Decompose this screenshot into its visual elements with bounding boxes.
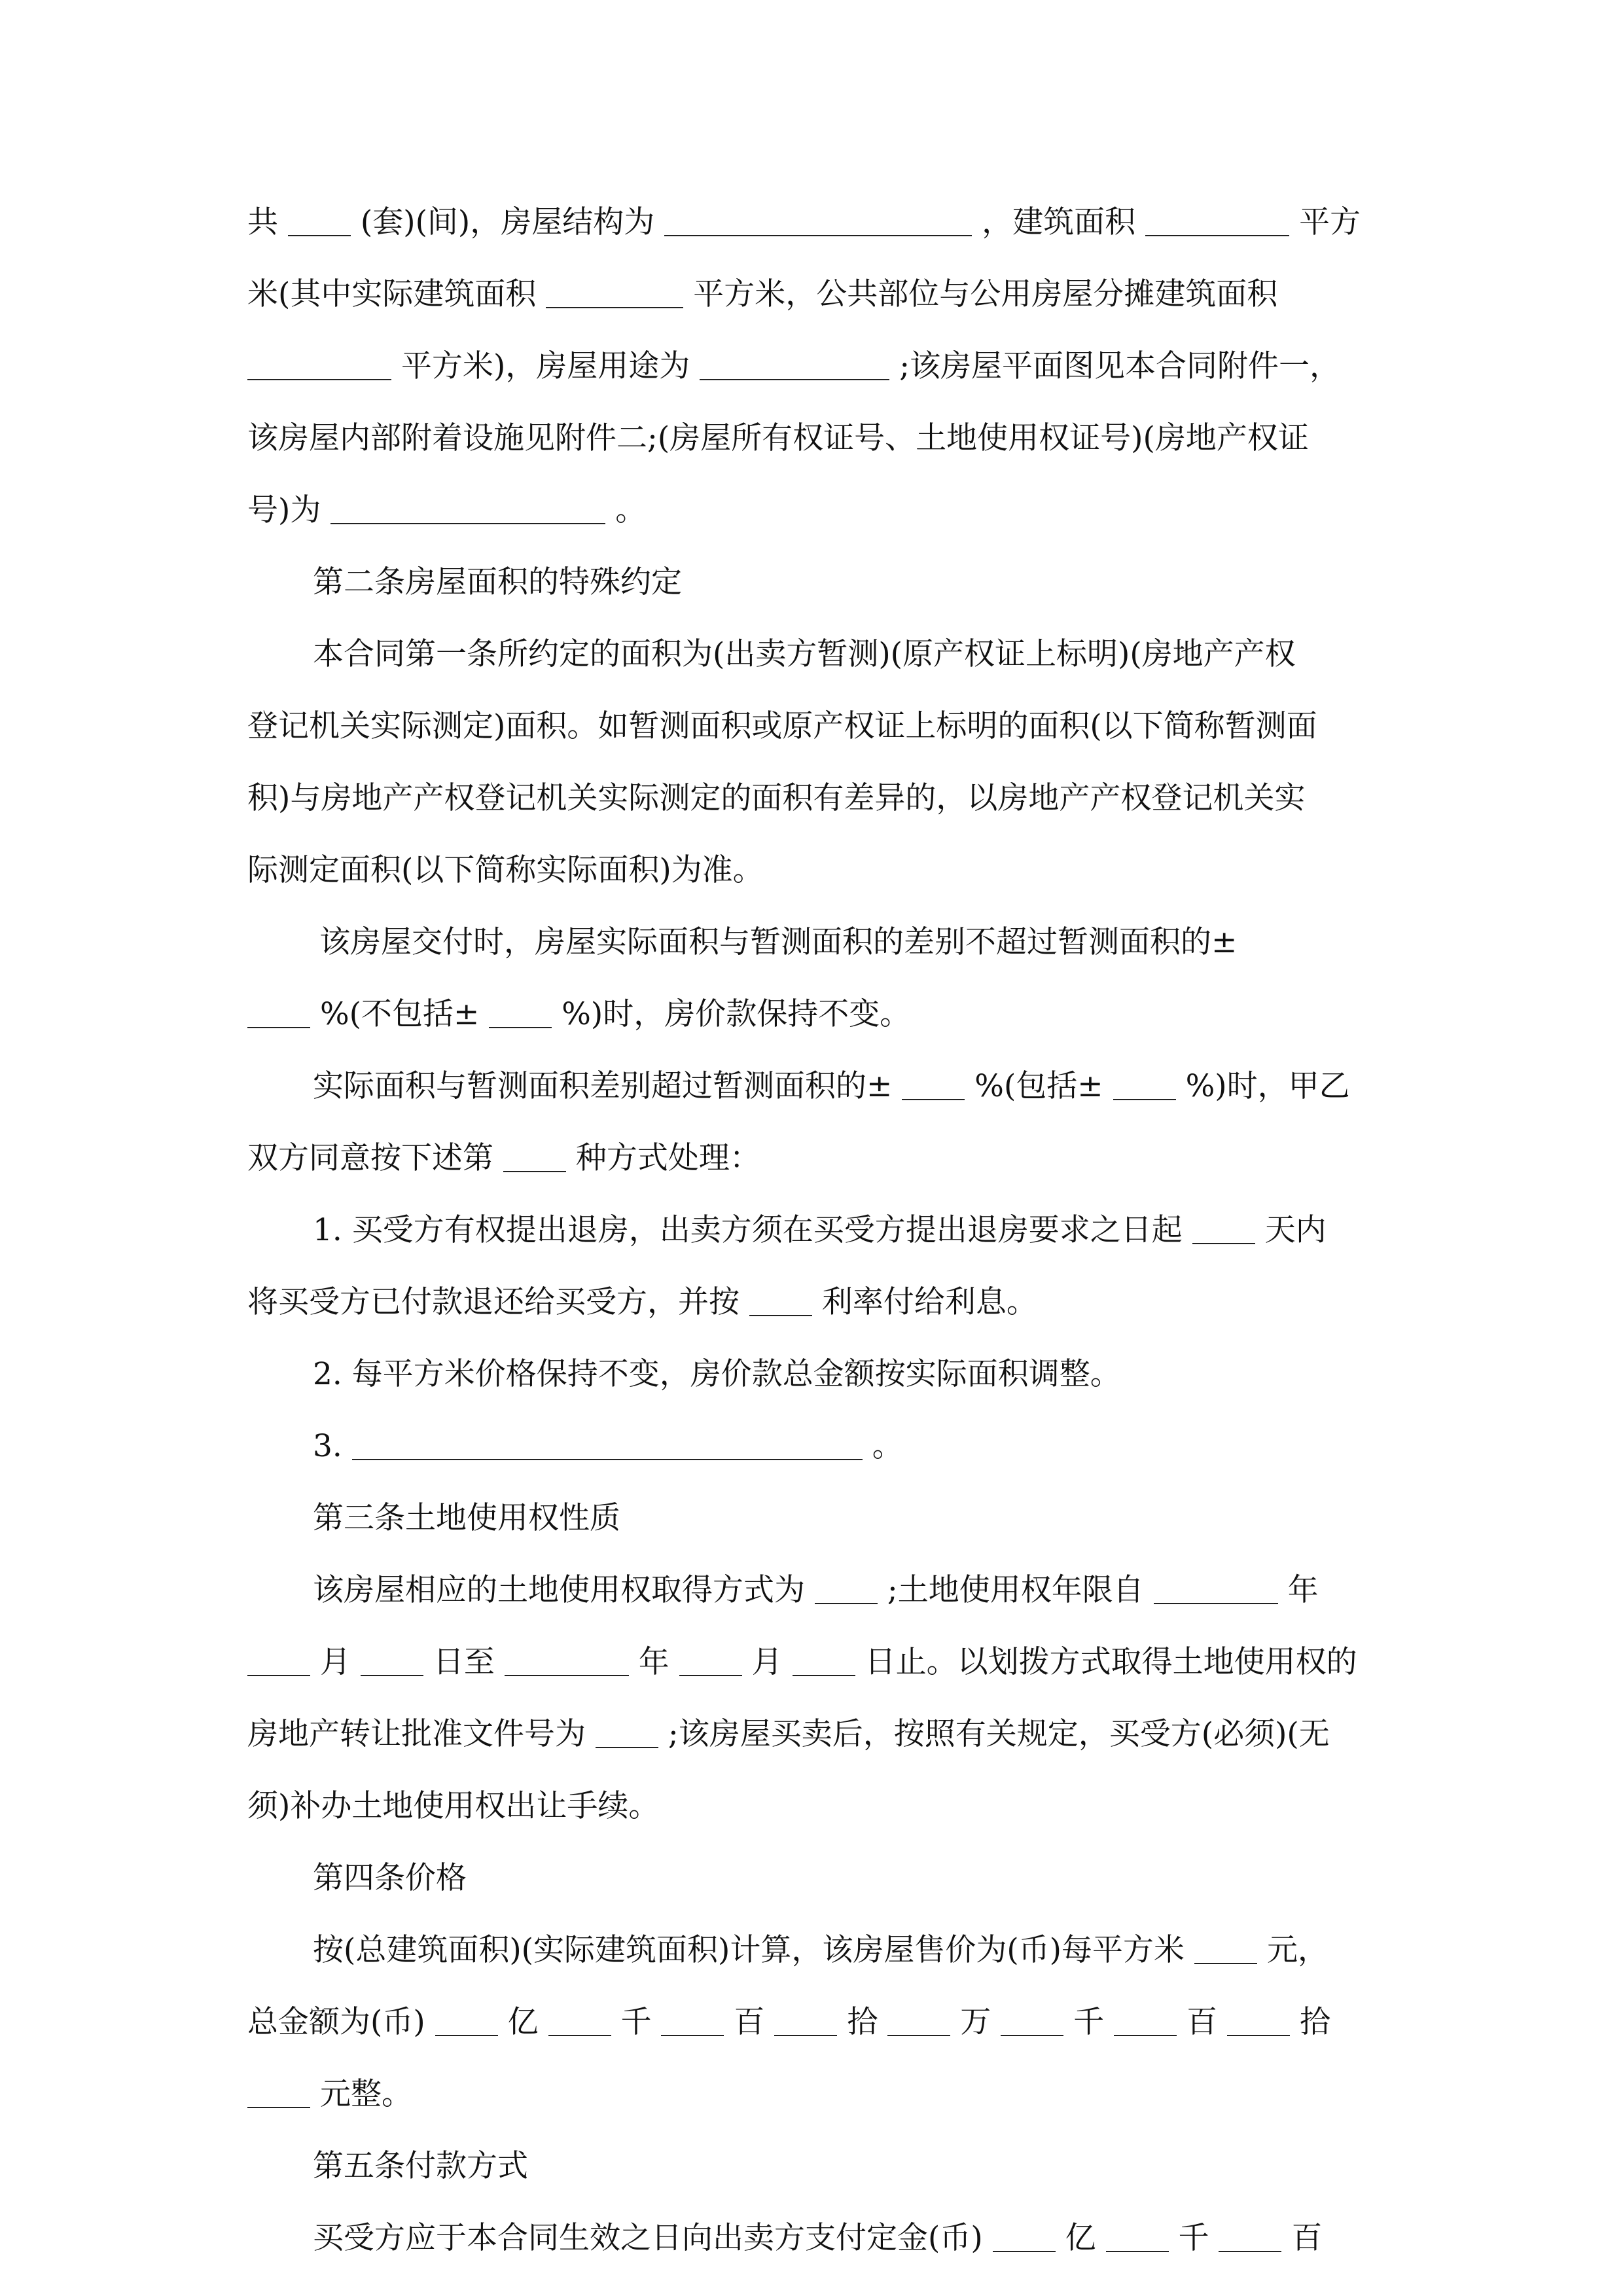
text-segment: 须)补办土地使用权出让手续。	[247, 1788, 660, 1824]
section-heading	[313, 1859, 467, 1898]
blank-field[interactable]	[1219, 2222, 1281, 2252]
text-segment: 第三条土地使用权性质	[313, 1500, 620, 1536]
text-segment: ，建筑面积	[982, 204, 1136, 240]
blank-field[interactable]	[288, 206, 351, 236]
text-segment: ;该房屋买卖后，按照有关规定，买受方(必须)(无	[668, 1716, 1330, 1752]
blank-field[interactable]	[361, 1646, 423, 1676]
blank-field[interactable]	[815, 1574, 878, 1604]
blank-field[interactable]	[664, 206, 972, 236]
blank-field[interactable]	[596, 1718, 658, 1748]
text-segment: 千	[1073, 2004, 1105, 2040]
text-segment: 买受方应于本合同生效之日向出卖方支付定金(币)	[313, 2220, 983, 2256]
text-segment: 实际面积与暂测面积差别超过暂测面积的±	[313, 1068, 893, 1104]
blank-field[interactable]	[1114, 2006, 1177, 2036]
text-segment: 日至	[433, 1644, 495, 1680]
blank-field[interactable]	[330, 494, 605, 524]
text-segment: 日止。以划拨方式取得土地使用权的	[865, 1644, 1357, 1680]
text-segment: 千	[620, 2004, 652, 2040]
blank-field[interactable]	[435, 2006, 498, 2036]
text-line	[247, 419, 1309, 458]
text-segment: 米(其中实际建筑面积	[247, 276, 537, 312]
section-heading	[313, 563, 682, 602]
text-segment: 双方同意按下述第	[247, 1140, 493, 1176]
text-segment: (套)(间)，房屋结构为	[360, 204, 655, 240]
text-line	[247, 491, 646, 530]
text-line	[247, 203, 1361, 242]
section-heading	[313, 1499, 620, 1538]
blank-field[interactable]	[247, 998, 310, 1028]
blank-field[interactable]	[1227, 2006, 1290, 2036]
text-line	[313, 1427, 903, 1466]
text-segment: 元整。	[319, 2076, 412, 2112]
text-segment: 年	[1287, 1572, 1319, 1608]
text-segment: 元，	[1266, 1932, 1329, 1968]
text-segment: 平方米)，房屋用途为	[401, 348, 690, 384]
text-segment: 平方米，公共部位与公用房屋分摊建筑面积	[693, 276, 1278, 312]
blank-field[interactable]	[503, 1142, 566, 1172]
blank-field[interactable]	[546, 278, 683, 308]
blank-field[interactable]	[352, 1430, 863, 1460]
blank-field[interactable]	[700, 350, 889, 380]
text-segment: 第五条付款方式	[313, 2148, 528, 2184]
text-line	[313, 1211, 1327, 1250]
blank-field[interactable]	[661, 2006, 724, 2036]
text-line	[313, 2219, 1322, 2258]
text-segment: 该房屋内部附着设施见附件二;(房屋所有权证号、土地使用权证号)(房地产权证	[247, 420, 1309, 456]
text-segment: 。	[872, 1428, 903, 1464]
text-segment: 本合同第一条所约定的面积为(出卖方暂测)(原产权证上标明)(房地产产权	[313, 636, 1296, 672]
text-segment: 房地产转让批准文件号为	[247, 1716, 586, 1752]
text-segment: 积)与房地产产权登记机关实际测定的面积有差异的，以房地产产权登记机关实	[247, 780, 1306, 816]
blank-field[interactable]	[1106, 2222, 1169, 2252]
blank-field[interactable]	[1192, 1214, 1255, 1244]
text-line	[313, 1355, 1121, 1394]
text-segment: %)时，房价款保持不变。	[562, 996, 911, 1032]
text-line	[247, 1643, 1357, 1682]
blank-field[interactable]	[1145, 206, 1289, 236]
text-segment: 该房屋相应的土地使用权取得方式为	[313, 1572, 805, 1608]
text-segment: 平方	[1299, 204, 1361, 240]
text-segment: 种方式处理：	[575, 1140, 760, 1176]
text-segment: 将买受方已付款退还给买受方，并按	[247, 1284, 740, 1320]
text-segment: 3.	[313, 1428, 342, 1464]
text-segment: 1. 买受方有权提出退房，出卖方须在买受方提出退房要求之日起	[313, 1212, 1183, 1248]
text-segment: %(不包括±	[319, 996, 480, 1032]
blank-field[interactable]	[887, 2006, 950, 2036]
text-segment: 亿	[1065, 2220, 1096, 2256]
blank-field[interactable]	[1194, 1934, 1257, 1964]
text-segment: 月	[751, 1644, 783, 1680]
text-segment: 百	[734, 2004, 765, 2040]
text-line	[247, 2075, 412, 2114]
text-line	[247, 851, 764, 890]
text-segment: %)时，甲乙	[1185, 1068, 1350, 1104]
text-segment: 际测定面积(以下简称实际面积)为准。	[247, 852, 764, 888]
text-line	[313, 635, 1296, 674]
text-segment: 月	[319, 1644, 351, 1680]
blank-field[interactable]	[793, 1646, 855, 1676]
text-line	[247, 1283, 1037, 1322]
blank-field[interactable]	[247, 1646, 310, 1676]
text-segment: 天内	[1264, 1212, 1327, 1248]
text-segment: 百	[1291, 2220, 1323, 2256]
blank-field[interactable]	[1001, 2006, 1063, 2036]
text-segment: 亿	[507, 2004, 539, 2040]
text-line	[319, 923, 1237, 962]
section-heading	[313, 2147, 528, 2186]
text-line	[247, 1715, 1330, 1754]
blank-field[interactable]	[902, 1070, 965, 1100]
blank-field[interactable]	[548, 2006, 611, 2036]
text-segment: 总金额为(币)	[247, 2004, 425, 2040]
text-segment: 共	[247, 204, 278, 240]
text-segment: 2. 每平方米价格保持不变，房价款总金额按实际面积调整。	[313, 1356, 1121, 1392]
text-segment: 拾	[1299, 2004, 1330, 2040]
text-line	[247, 347, 1340, 386]
text-segment: 百	[1186, 2004, 1218, 2040]
text-segment: 第四条价格	[313, 1860, 467, 1896]
text-segment: 该房屋交付时，房屋实际面积与暂测面积的差别不超过暂测面积的±	[319, 924, 1238, 960]
text-line	[247, 779, 1305, 818]
text-line	[247, 707, 1317, 746]
blank-field[interactable]	[247, 2078, 310, 2108]
text-line	[313, 1571, 1319, 1610]
blank-field[interactable]	[774, 2006, 837, 2036]
blank-field[interactable]	[749, 1286, 812, 1316]
blank-field[interactable]	[489, 998, 552, 1028]
text-segment: 千	[1178, 2220, 1209, 2256]
text-segment: 拾	[847, 2004, 878, 2040]
text-line	[247, 995, 910, 1034]
blank-field[interactable]	[993, 2222, 1056, 2252]
text-line	[247, 275, 1277, 314]
text-segment: %(包括±	[974, 1068, 1103, 1104]
blank-field[interactable]	[1154, 1574, 1278, 1604]
text-segment: ;土地使用权年限自	[887, 1572, 1144, 1608]
text-segment: 年	[638, 1644, 669, 1680]
text-line	[313, 1931, 1329, 1970]
text-line	[247, 1139, 760, 1178]
text-line	[247, 1787, 659, 1826]
text-line	[247, 2003, 1330, 2042]
blank-field[interactable]	[505, 1646, 629, 1676]
text-segment: 登记机关实际测定)面积。如暂测面积或原产权证上标明的面积(以下简称暂测面	[247, 708, 1317, 744]
text-segment: 万	[960, 2004, 991, 2040]
text-segment: 按(总建筑面积)(实际建筑面积)计算，该房屋售价为(币)每平方米	[313, 1932, 1185, 1968]
text-segment: 。	[615, 492, 647, 528]
blank-field[interactable]	[247, 350, 391, 380]
text-segment: 利率付给利息。	[821, 1284, 1037, 1320]
text-segment: 第二条房屋面积的特殊约定	[313, 564, 682, 600]
blank-field[interactable]	[1113, 1070, 1176, 1100]
text-line	[313, 1067, 1350, 1106]
blank-field[interactable]	[679, 1646, 742, 1676]
text-segment: 号)为	[247, 492, 321, 528]
text-segment: ;该房屋平面图见本合同附件一，	[899, 348, 1341, 384]
